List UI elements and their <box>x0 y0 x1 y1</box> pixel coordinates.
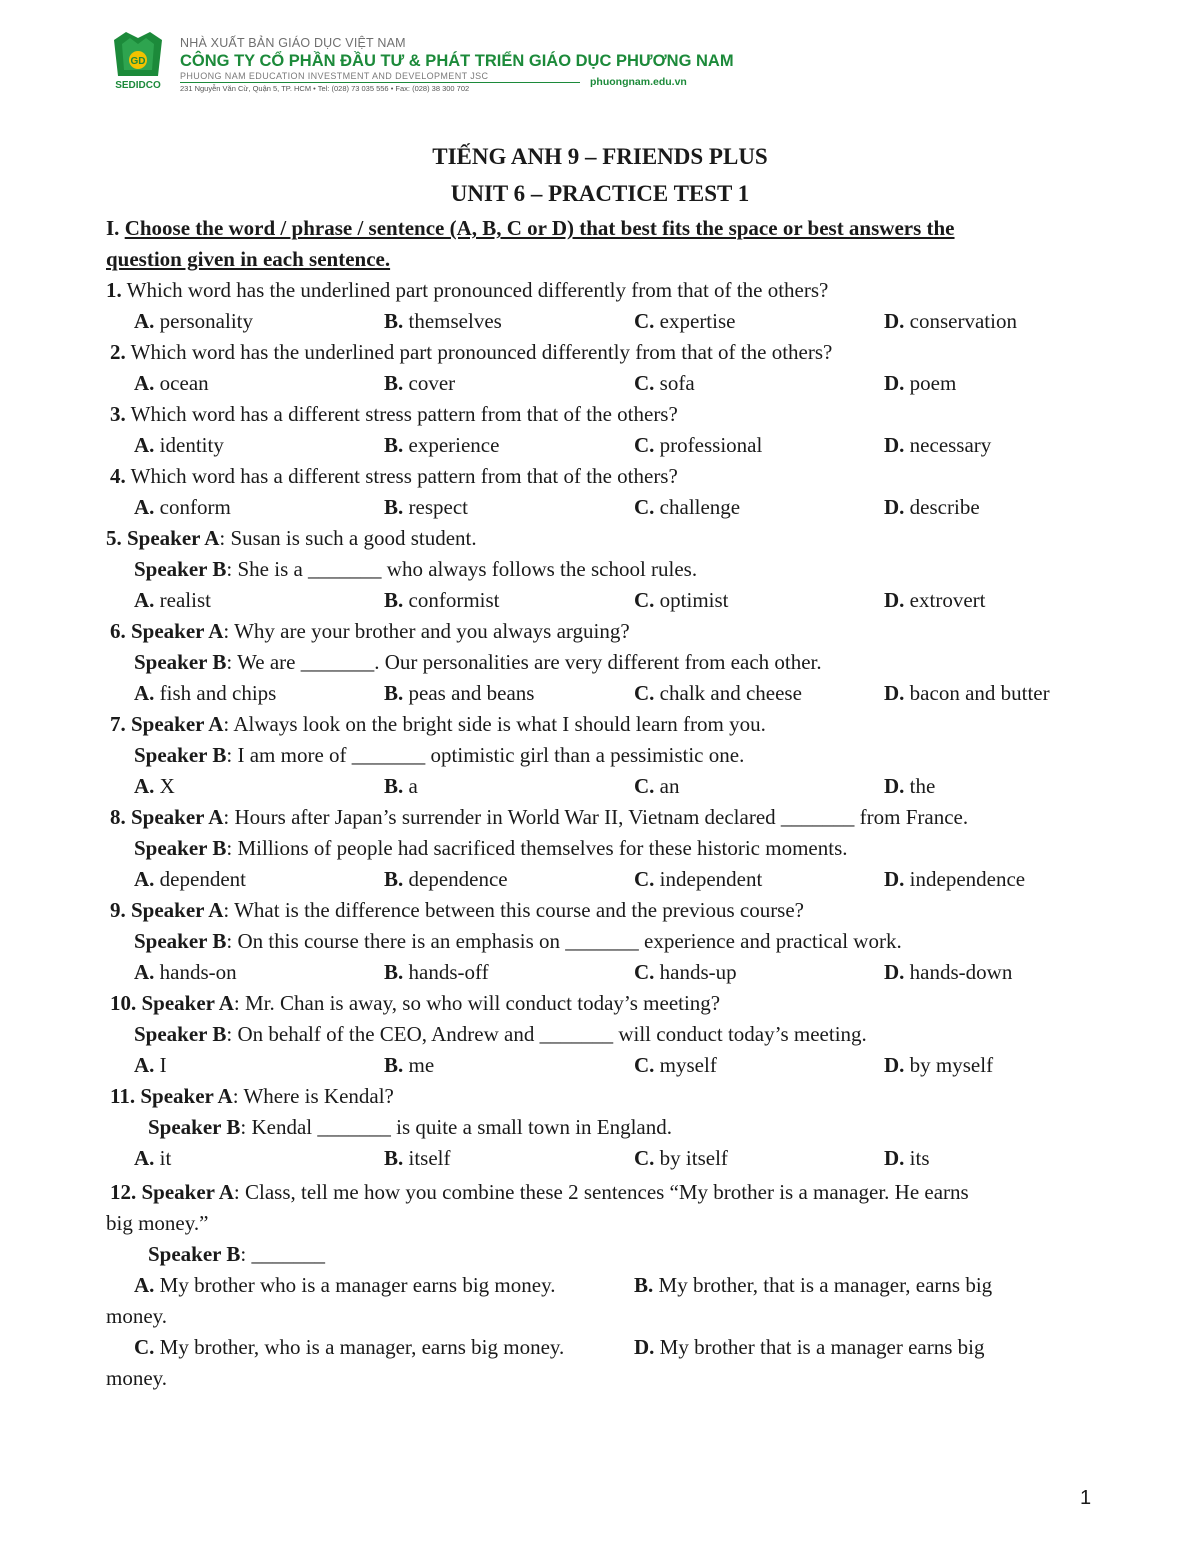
speaker-a-label: Speaker A <box>141 991 234 1015</box>
q4-option-a <box>134 495 231 519</box>
option-text: professional <box>659 433 763 457</box>
option-text: respect <box>408 495 468 519</box>
publisher-name: NHÀ XUẤT BẢN GIÁO DỤC VIỆT NAM <box>180 36 406 50</box>
q10-option-c <box>634 1053 717 1077</box>
option-letter: D. <box>884 433 905 457</box>
speaker-b-label: Speaker B <box>134 650 227 674</box>
q7-option-a <box>134 774 175 798</box>
option-text: expertise <box>659 309 736 333</box>
speaker-a-label: Speaker A <box>131 805 224 829</box>
q7-option-d <box>884 774 935 798</box>
option-letter: B. <box>384 309 404 333</box>
speaker-a-label: Speaker A <box>140 1084 233 1108</box>
question-number: 9. <box>110 898 126 922</box>
q4-option-d <box>884 495 980 519</box>
speaker-a-text: Hours after Japan’s surrender in World War II, Vietnam declared _______ from France. <box>234 805 969 829</box>
speaker-b-label: Speaker B <box>134 557 227 581</box>
question-6-speaker-b <box>134 650 822 674</box>
q1-option-b <box>384 309 502 333</box>
speaker-b-label: Speaker B <box>134 743 227 767</box>
option-letter: B. <box>384 588 404 612</box>
q11-option-d <box>884 1146 930 1170</box>
speaker-a-text: Why are your brother and you always arguing? <box>234 619 630 643</box>
option-text: it <box>159 1146 172 1170</box>
speaker-b-text: On behalf of the CEO, Andrew and _______ will conduct today’s meeting. <box>237 1022 867 1046</box>
publisher-header <box>180 36 780 95</box>
page-subtitle: UNIT 6 – PRACTICE TEST 1 <box>450 181 750 206</box>
option-letter: A. <box>134 588 155 612</box>
speaker-b-text: Kendal _______ is quite a small town in England. <box>251 1115 673 1139</box>
q8-option-d <box>884 867 1025 891</box>
q12-option-a: A. My brother who is a manager earns big money. <box>134 1273 556 1297</box>
question-6 <box>110 619 630 643</box>
question-10-speaker-b <box>134 1022 867 1046</box>
colon: : <box>219 526 226 550</box>
colon: : <box>223 712 230 736</box>
option-letter: B. <box>384 681 404 705</box>
speaker-b-label: Speaker B <box>134 929 227 953</box>
q2-option-a <box>134 371 209 395</box>
page-title: TIẾNG ANH 9 – FRIENDS PLUS <box>432 144 768 169</box>
q7-option-c <box>634 774 680 798</box>
option-letter: B. <box>384 371 404 395</box>
option-letter: B. <box>384 1053 404 1077</box>
option-text: by myself <box>909 1053 994 1077</box>
q1-option-a <box>134 309 253 333</box>
section-instruction: I. Choose the word / phrase / sentence (A, B, C or D) that best fits the space or best answers the <box>106 216 955 240</box>
option-text: X <box>159 774 175 798</box>
company-website: phuongnam.edu.vn <box>590 76 687 88</box>
option-text: independent <box>659 867 763 891</box>
q12-option-b: B. My brother, that is a manager, earns big <box>634 1273 993 1297</box>
colon: : <box>223 619 230 643</box>
speaker-b-label: Speaker B <box>134 1022 227 1046</box>
q11-option-b <box>384 1146 451 1170</box>
question-2 <box>110 340 832 364</box>
option-text: conformist <box>408 588 500 612</box>
option-letter: D. <box>884 1053 905 1077</box>
q6-option-b <box>384 681 534 705</box>
option-letter: B. <box>384 495 404 519</box>
option-text: personality <box>159 309 253 333</box>
question-number: 6. <box>110 619 126 643</box>
speaker-a-text: What is the difference between this course and the previous course? <box>234 898 805 922</box>
option-text: hands-off <box>408 960 489 984</box>
option-letter: C. <box>634 495 655 519</box>
option-letter: A. <box>134 1053 155 1077</box>
option-letter: D. <box>884 681 905 705</box>
question-10 <box>110 991 720 1015</box>
q3-option-b <box>384 433 499 457</box>
speaker-b-label: Speaker B <box>134 836 227 860</box>
option-letter: C. <box>634 774 655 798</box>
option-text: dependence <box>408 867 508 891</box>
option-text: fish and chips <box>159 681 277 705</box>
option-text: poem <box>909 371 957 395</box>
option-letter: C. <box>634 588 655 612</box>
speaker-a-label: Speaker A <box>127 526 220 550</box>
question-text: Which word has the underlined part pronounced differently from that of the others? <box>130 340 833 364</box>
option-text: a <box>408 774 418 798</box>
option-text: ocean <box>159 371 209 395</box>
q3-option-c <box>634 433 762 457</box>
q9-option-b <box>384 960 489 984</box>
option-text: myself <box>659 1053 717 1077</box>
question-12-cont: big money.” <box>106 1211 209 1235</box>
option-text: its <box>909 1146 930 1170</box>
q12-option-d-cont: money. <box>106 1366 168 1390</box>
q7-option-b <box>384 774 418 798</box>
question-5 <box>106 526 477 550</box>
colon: : <box>226 650 233 674</box>
question-number: 7. <box>110 712 126 736</box>
option-letter: A. <box>134 681 155 705</box>
speaker-b-text: We are _______. Our personalities are very different from each other. <box>237 650 822 674</box>
option-text: optimist <box>659 588 729 612</box>
q12-option-d: D. My brother that is a manager earns big <box>634 1335 985 1359</box>
option-letter: D. <box>884 960 905 984</box>
option-text: I <box>159 1053 167 1077</box>
question-8-speaker-b <box>134 836 848 860</box>
colon: : <box>226 743 233 767</box>
speaker-a-label: Speaker A <box>131 619 224 643</box>
option-text: challenge <box>659 495 741 519</box>
q4-option-b <box>384 495 468 519</box>
q6-option-a <box>134 681 276 705</box>
q4-option-c <box>634 495 740 519</box>
q5-option-d <box>884 588 985 612</box>
colon: : <box>223 898 230 922</box>
option-letter: C. <box>634 371 655 395</box>
option-letter: A. <box>134 774 155 798</box>
speaker-a-text: Susan is such a good student. <box>230 526 477 550</box>
q8-option-c <box>634 867 762 891</box>
colon: : <box>240 1115 247 1139</box>
option-letter: C. <box>634 867 655 891</box>
section-instruction-cont: question given in each sentence. <box>106 247 391 271</box>
speaker-b-text: On this course there is an emphasis on _______ experience and practical work. <box>237 929 902 953</box>
question-number: 3. <box>110 402 126 426</box>
option-text: chalk and cheese <box>659 681 802 705</box>
option-letter: C. <box>634 309 655 333</box>
question-text: Which word has a different stress pattern from that of the others? <box>130 402 678 426</box>
question-7-speaker-b <box>134 743 744 767</box>
speaker-a-text: Always look on the bright side is what I should learn from you. <box>233 712 766 736</box>
q11-option-c <box>634 1146 728 1170</box>
colon: : <box>223 805 230 829</box>
option-letter: B. <box>384 1146 404 1170</box>
question-1 <box>106 278 828 302</box>
option-letter: A. <box>134 495 155 519</box>
option-text: sofa <box>659 371 695 395</box>
option-text: peas and beans <box>408 681 535 705</box>
question-number: 8. <box>110 805 126 829</box>
q9-option-c <box>634 960 737 984</box>
question-number: 5. <box>106 526 122 550</box>
question-12-speaker-b: Speaker B: _______ <box>148 1242 325 1266</box>
option-text: cover <box>408 371 456 395</box>
question-number: 1. <box>106 278 122 302</box>
option-text: itself <box>408 1146 451 1170</box>
page-number: 1 <box>1080 1487 1092 1509</box>
q3-option-a <box>134 433 224 457</box>
option-text: me <box>408 1053 435 1077</box>
speaker-a-text: Where is Kendal? <box>243 1084 394 1108</box>
question-3 <box>110 402 678 426</box>
q6-option-c <box>634 681 802 705</box>
sedidco-logo-icon <box>108 30 168 94</box>
option-letter: A. <box>134 433 155 457</box>
question-number: 11. <box>110 1084 136 1108</box>
question-8 <box>110 805 968 829</box>
option-text: realist <box>159 588 211 612</box>
q5-option-b <box>384 588 500 612</box>
company-name-en: PHUONG NAM EDUCATION INVESTMENT AND DEVELOPMENT JSC <box>180 71 580 83</box>
q2-option-d <box>884 371 956 395</box>
q5-option-a <box>134 588 211 612</box>
option-letter: B. <box>384 774 404 798</box>
speaker-a-text: Mr. Chan is away, so who will conduct today’s meeting? <box>244 991 721 1015</box>
option-letter: B. <box>384 960 404 984</box>
question-9 <box>110 898 804 922</box>
colon: : <box>226 929 233 953</box>
speaker-a-label: Speaker A <box>131 898 224 922</box>
q1-option-d <box>884 309 1017 333</box>
question-11-speaker-b <box>148 1115 672 1139</box>
option-text: the <box>909 774 936 798</box>
option-letter: C. <box>634 433 655 457</box>
q2-option-c <box>634 371 695 395</box>
q11-option-a <box>134 1146 171 1170</box>
option-letter: B. <box>384 433 404 457</box>
question-9-speaker-b <box>134 929 902 953</box>
q10-option-b <box>384 1053 434 1077</box>
speaker-b-text: I am more of _______ optimistic girl than a pessimistic one. <box>237 743 745 767</box>
q12-option-c: C. My brother, who is a manager, earns big money. <box>134 1335 565 1359</box>
option-letter: D. <box>884 495 905 519</box>
q2-option-b <box>384 371 455 395</box>
option-text: experience <box>408 433 500 457</box>
q10-option-d <box>884 1053 993 1077</box>
company-address: 231 Nguyễn Văn Cừ, Quận 5, TP. HCM • Tel: (028) 73 035 556 • Fax: (028) 38 300 702 <box>180 84 470 93</box>
option-text: an <box>659 774 680 798</box>
question-7 <box>110 712 766 736</box>
speaker-a-label: Speaker A <box>131 712 224 736</box>
option-text: conservation <box>909 309 1017 333</box>
q12-option-b-cont: money. <box>106 1304 168 1328</box>
q3-option-d <box>884 433 991 457</box>
q9-option-a <box>134 960 237 984</box>
option-text: extrovert <box>909 588 986 612</box>
question-12: 12. Speaker A: Class, tell me how you combine these 2 sentences “My brother is a manager. He earns <box>110 1180 969 1204</box>
option-letter: C. <box>634 681 655 705</box>
option-letter: C. <box>634 1053 655 1077</box>
option-letter: D. <box>884 774 905 798</box>
option-letter: B. <box>384 867 404 891</box>
colon: : <box>233 991 240 1015</box>
option-text: bacon and butter <box>909 681 1050 705</box>
svg-text:SEDIDCO: SEDIDCO <box>115 80 161 91</box>
option-text: independence <box>909 867 1026 891</box>
q8-option-a <box>134 867 246 891</box>
option-letter: C. <box>634 1146 655 1170</box>
q9-option-d <box>884 960 1012 984</box>
option-letter: A. <box>134 867 155 891</box>
option-text: themselves <box>408 309 502 333</box>
option-letter: C. <box>634 960 655 984</box>
option-text: hands-up <box>659 960 737 984</box>
option-letter: A. <box>134 309 155 333</box>
company-name: CÔNG TY CỔ PHẦN ĐẦU TƯ & PHÁT TRIỂN GIÁO DỤC PHƯƠNG NAM <box>180 52 734 70</box>
question-11 <box>110 1084 394 1108</box>
question-number: 2. <box>110 340 126 364</box>
colon: : <box>226 1022 233 1046</box>
speaker-b-text: Millions of people had sacrificed themselves for these historic moments. <box>237 836 848 860</box>
speaker-b-label: Speaker B <box>148 1115 241 1139</box>
option-text: hands-down <box>909 960 1013 984</box>
option-letter: A. <box>134 960 155 984</box>
q8-option-b <box>384 867 508 891</box>
option-text: by itself <box>659 1146 728 1170</box>
option-letter: D. <box>884 867 905 891</box>
option-letter: D. <box>884 371 905 395</box>
option-letter: D. <box>884 1146 905 1170</box>
colon: : <box>226 557 233 581</box>
option-text: conform <box>159 495 231 519</box>
colon: : <box>232 1084 239 1108</box>
question-text: Which word has the underlined part pronounced differently from that of the others? <box>126 278 829 302</box>
option-letter: A. <box>134 371 155 395</box>
q1-option-c <box>634 309 735 333</box>
q6-option-d <box>884 681 1050 705</box>
option-letter: D. <box>884 588 905 612</box>
option-letter: D. <box>884 309 905 333</box>
q5-option-c <box>634 588 729 612</box>
option-text: necessary <box>909 433 992 457</box>
question-4 <box>110 464 678 488</box>
option-letter: A. <box>134 1146 155 1170</box>
colon: : <box>226 836 233 860</box>
option-text: describe <box>909 495 980 519</box>
question-5-speaker-b <box>134 557 697 581</box>
question-number: 10. <box>110 991 137 1015</box>
question-text: Which word has a different stress pattern from that of the others? <box>130 464 678 488</box>
q10-option-a <box>134 1053 167 1077</box>
option-text: identity <box>159 433 224 457</box>
speaker-b-text: She is a _______ who always follows the school rules. <box>237 557 698 581</box>
svg-text:GD: GD <box>130 56 146 67</box>
option-text: dependent <box>159 867 246 891</box>
question-number: 4. <box>110 464 126 488</box>
option-text: hands-on <box>159 960 237 984</box>
